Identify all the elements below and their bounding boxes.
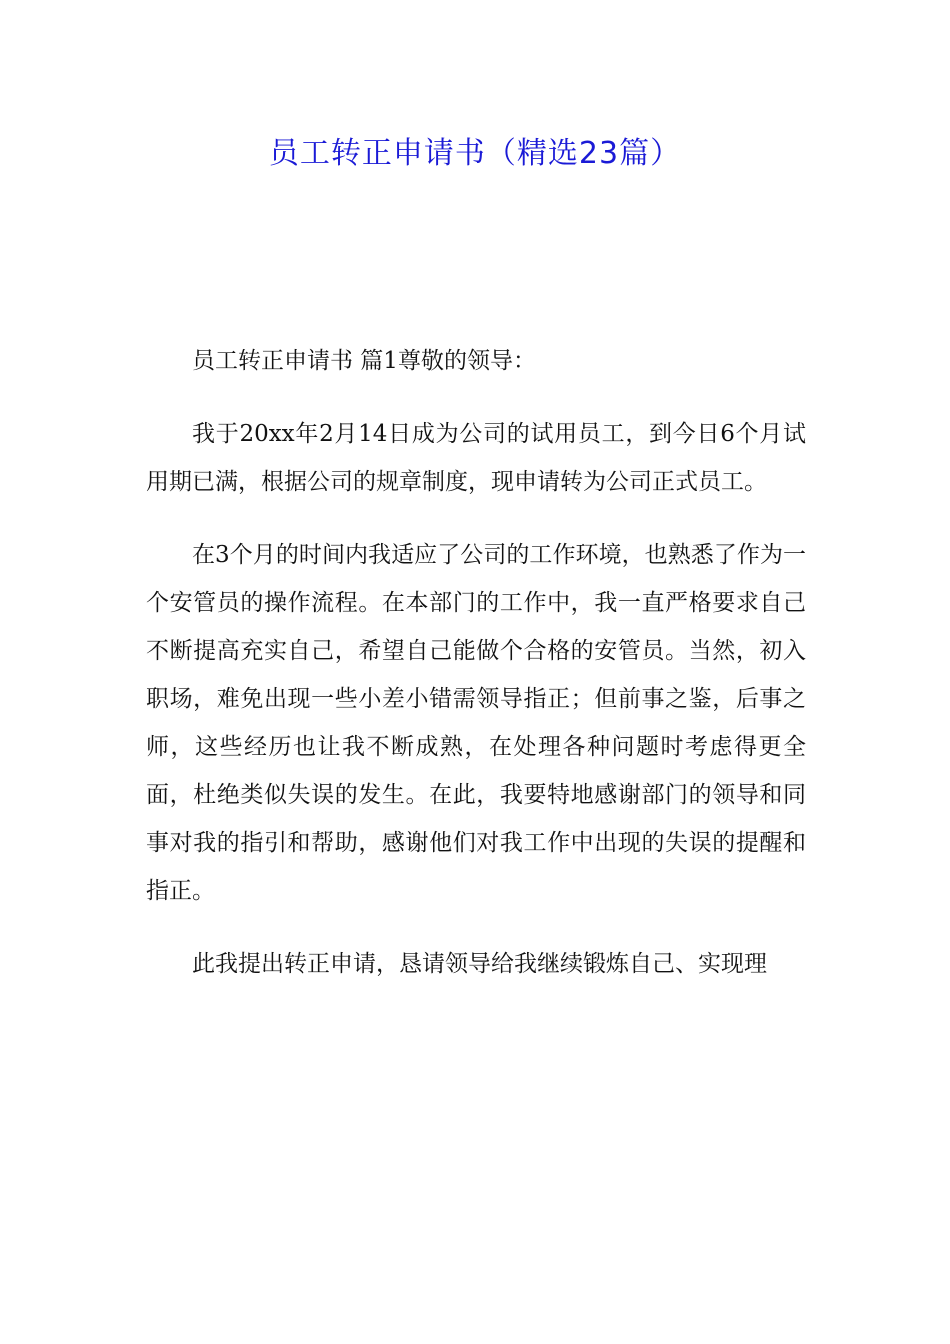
document-title: 员工转正申请书（精选23篇）	[268, 136, 682, 171]
paragraph-1: 我于20xx年2月14日成为公司的试用员工，到今日6个月试用期已满，根据公司的规章制度，现申请转为公司正式员工。	[146, 421, 806, 495]
paragraph-2: 在3个月的时间内我适应了公司的工作环境，也熟悉了作为一个安管员的操作流程。在本部门的工作中，我一直严格要求自己不断提高充实自己，希望自己能做个合格的安管员。当然，初入职场，难免出现一些小差小错需领导指正；但前事之鉴，后事之师，这些经历也让我不断成熟，在处理各种问题时考虑得更全面，杜绝类似失误的发生。在此，我要特地感谢部门的领导和同事对我的指引和帮助，感谢他们对我工作中出现的失误的提醒和指正。	[146, 542, 806, 904]
paragraph-3: 此我提出转正申请，恳请领导给我继续锻炼自己、实现理	[192, 951, 767, 977]
paragraph-heading: 员工转正申请书 篇1尊敬的领导：	[192, 348, 536, 374]
document-body	[146, 337, 806, 1013]
